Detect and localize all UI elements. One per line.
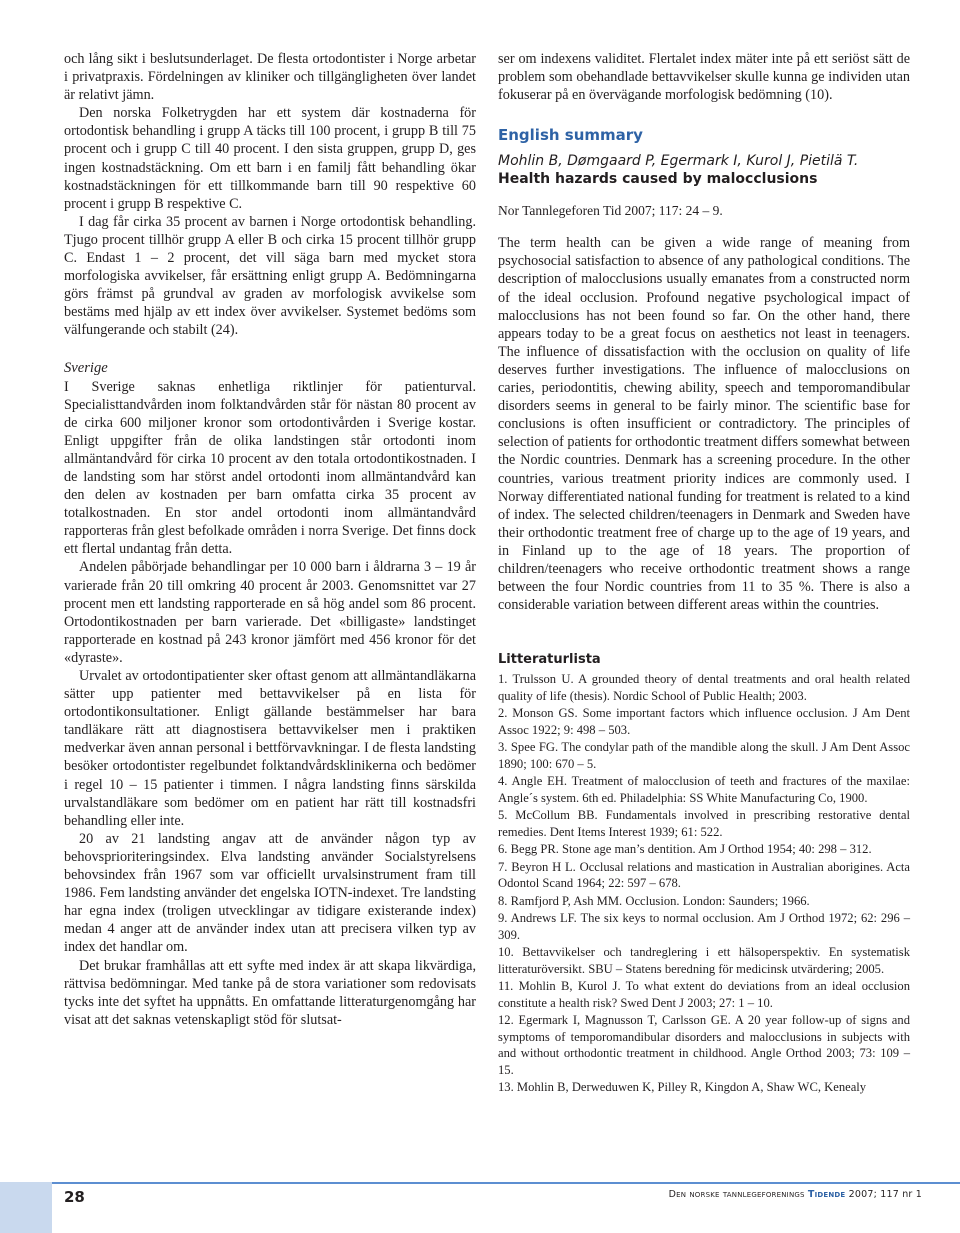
page-number: 28 — [64, 1188, 85, 1206]
paragraph: 20 av 21 landsting angav att de använder någon typ av behovsprioriteringsindex. Elva landsting använder Socialstyrelsens behovsindex från 1967 som var officiellt urvalsinstrument fram till 1986. Fem landsting använder det engelska IOTN-indexet. Tre landsting har egna index (troligen utvecklingar av tidigare existerande index) medan 4 anger att de använder index utan att precisera vilken typ av index det handlar om. — [64, 830, 476, 956]
paragraph: ser om indexens validitet. Flertalet index mäter inte på ett seriöst sätt de problem som obehandlade bettavvikelser skulle kunna ge individen utan fokuserar på en övervägande morfologisk bedömning (10). — [498, 51, 910, 104]
paragraph: I dag får cirka 35 procent av barnen i Norge ortodontisk behandling. Tjugo procent tillhör grupp A eller B och cirka 15 procent tillhör grupp C. Endast 1 – 2 procent, det vill säga barn med mycket stora morfologiska avvikelser, får ersättning enligt grupp A. Bedömningarna görs främst på grundval av graden av morfologisk avvikelse som bestäms med hjälp av ett index över avvikelser. Systemet bedöms som välfungerande och stabilt (24). — [64, 213, 476, 339]
paragraph: Den norska Folketrygden har ett system där kostnaderna för ortodontisk behandling i grupp A täcks till 100 procent, i grupp B till 75 procent och i grupp C till 40 procent. I den sista gruppen, grupp D, ges ingen kostnadstäckning. Om ett barn i en familj fått behandling ökar kostnadstäckningen för ett tillkommande barn till 90 respektive 60 procent i grupp B respektive C. — [64, 105, 476, 212]
footer-rule — [52, 1182, 960, 1184]
reference-item: 12. Egermark I, Magnusson T, Carlsson GE. A 20 year follow-up of signs and symptoms of temporomandibular disorders and malocclusions in subjects with and without orthodontic treatment in childhood. Angle Orthod 2003; 73: 109 – 15. — [498, 1013, 910, 1077]
reference-item: 13. Mohlin B, Derweduwen K, Pilley R, Kingdon A, Shaw WC, Kenealy — [498, 1080, 867, 1095]
journal-name: Den norske tannlegeforenings — [668, 1189, 805, 1200]
left-column — [64, 50, 476, 1029]
reference-item: 3. Spee FG. The condylar path of the mandible along the skull. J Am Dent Assoc 1890; 100: 670 – 5. — [498, 740, 910, 771]
paragraph: Andelen påbörjade behandlingar per 10 000 barn i åldrarna 3 – 19 år varierade från 20 till omkring 40 procent år 2003. Genomsnittet var 27 procent men ett landsting rapporterade en så hög andel som 86 procent. Ortodontikostnaden per barn varierade. Det «billigaste» landstinget rapporterade en kostnad på 243 kronor jämfört med 456 kronor för det «dyraste». — [64, 559, 476, 666]
journal-issue: 2007; 117 nr 1 — [848, 1189, 922, 1200]
reference-item: 6. Begg PR. Stone age man’s dentition. Am J Orthod 1954; 40: 298 – 312. — [498, 842, 872, 857]
summary-article-title: Health hazards caused by malocclusions — [498, 171, 818, 188]
english-summary-heading: English summary — [498, 126, 643, 145]
reference-item: 1. Trulsson U. A grounded theory of dental treatments and oral health related quality of life (thesis). Nordic School of Public Health; 2003. — [498, 672, 910, 703]
paragraph: Det brukar framhållas att ett syfte med index är att skapa likvärdiga, rättvisa bedömningar. Med tanke på de stora variationer som redovisats tycks inte det syftet ha uppnåtts. En omfattande litteraturgenomgång har visat att det saknas vetenskapligt stöd för slutsat- — [64, 957, 476, 1028]
summary-journal-citation: Nor Tannlegeforen Tid 2007; 117: 24 – 9. — [498, 203, 723, 219]
footer-color-block — [0, 1182, 52, 1233]
right-column — [498, 50, 910, 1097]
reference-item: 2. Monson GS. Some important factors which influence occlusion. J Am Dent Assoc 1922; 9: 498 – 503. — [498, 706, 910, 737]
reference-item: 7. Beyron H L. Occlusal relations and mastication in Australian aborigines. Acta Odontol Scand 1964; 22: 597 – 678. — [498, 859, 910, 891]
paragraph: och lång sikt i beslutsunderlaget. De flesta ortodontister i Norge arbetar i privatpraxis. Fördelningen av kliniker och tillgängligheten över landet är relativt jämn. — [64, 51, 476, 104]
paragraph: Urvalet av ortodontipatienter sker oftast genom att allmäntandläkarna sätter upp patienter med bettavvikelser på en lista för ortodontikonsultationer. Enligt gällande bestämmelser har bara tandläkare rätt att diagnostisera bettavvikelser men i praktiken medverkar även annan personal i bettförvavkningar. I de flesta landsting besöker ortodontister regelbundet folktandvårdsklinikerna och bedömer i regel 10 – 15 patienter i timmen. I några landsting finns särskilda urvalstandläkare som bedömer om en patient har rätt till kostnadsfri behandling eller inte. — [64, 668, 476, 829]
reference-item: 5. McCollum BB. Fundamentals involved in prescribing restorative dental remedies. Dent Items Interest 1939; 61: 522. — [498, 808, 910, 839]
reference-list — [498, 671, 910, 1096]
references-heading: Litteraturlista — [498, 652, 601, 668]
reference-item: 10. Bettavvikelser och tandreglering i ett hälsoperspektiv. En systematisk litteraturöversikt. SBU – Statens beredning för medicinsk utvärdering; 2005. — [498, 945, 910, 976]
journal-footer — [669, 1189, 922, 1200]
journal-name-highlight: Tidende — [807, 1189, 846, 1200]
summary-authors: Mohlin B, Dømgaard P, Egermark I, Kurol J, Pietilä T. — [498, 153, 859, 170]
reference-item: 9. Andrews LF. The six keys to normal occlusion. Am J Orthod 1972; 62: 296 – 309. — [498, 911, 910, 942]
paragraph: I Sverige saknas enhetliga riktlinjer för patienturval. Specialisttandvården inom folktandvården står för nästan 80 procent av de cirka 600 miljoner kronor som ortodontivården i Sverige kostar. Enligt uppgifter från de olika landstingen står ortodonti inom allmäntandvård för cirka 10 procent av den totala ortodontikostnaden. I de landsting som har störst andel ortodonti inom allmäntandvård kan den delen av kostnaden per barn omfatta cirka 35 procent av totalkostnaden. En stor andel ortodonti inom allmäntandvård rapporteras från glest befolkade områden i norra Sverige. Det finns dock ett flertal undantag från detta. — [64, 378, 476, 558]
section-heading-sverige: Sverige — [64, 359, 108, 376]
reference-item: 8. Ramfjord P, Ash MM. Occlusion. London: Saunders; 1966. — [498, 893, 810, 908]
english-summary-text: The term health can be given a wide range of meaning from psychosocial satisfaction to absence of any pathological conditions. The description of malocclusions usually emanates from a constructed norm of the ideal occlusion. Profound negative psychological impact of malocclusions has not been found so far. On the other hand, there appears today to be a great focus on aesthetics not least in teenagers. The influence of dissatisfaction with the occlusion on quality of life deserves further investigations. The influence of malocclusions on caries, periodontitis, chewing ability, speech and temporomandibular disorders seems in general to be fairly minor. The scientific base for conclusions is often insufficient or contradictory. The principles of selection of patients for orthodontic treatment differs somewhat between the Nordic countries. Denmark has a screening procedure. In the other countries, various treatment priority indices are commonly used. I Norway differentiated national funding for treatment is related to a kind of index. The selected children/teenagers in Denmark and Sweden have their orthodontic treatment free of charge up to the age of 19 years, and in Finland up to the age of 18 years. The proportion of children/teenagers who receive orthodontic treatment shows a range between the four Nordic countries from 11 to 35 %. There is also a considerable variation between different areas within the countries. — [498, 235, 910, 614]
reference-item: 4. Angle EH. Treatment of malocclusion of teeth and fractures of the maxilae: Angle´s system. 6th ed. Philadelphia: SS White Manufacturing Co, 1900. — [498, 774, 910, 805]
reference-item: 11. Mohlin B, Kurol J. To what extent do deviations from an ideal occlusion constitute a health risk? Swed Dent J 2003; 27: 1 – 10. — [498, 979, 910, 1010]
